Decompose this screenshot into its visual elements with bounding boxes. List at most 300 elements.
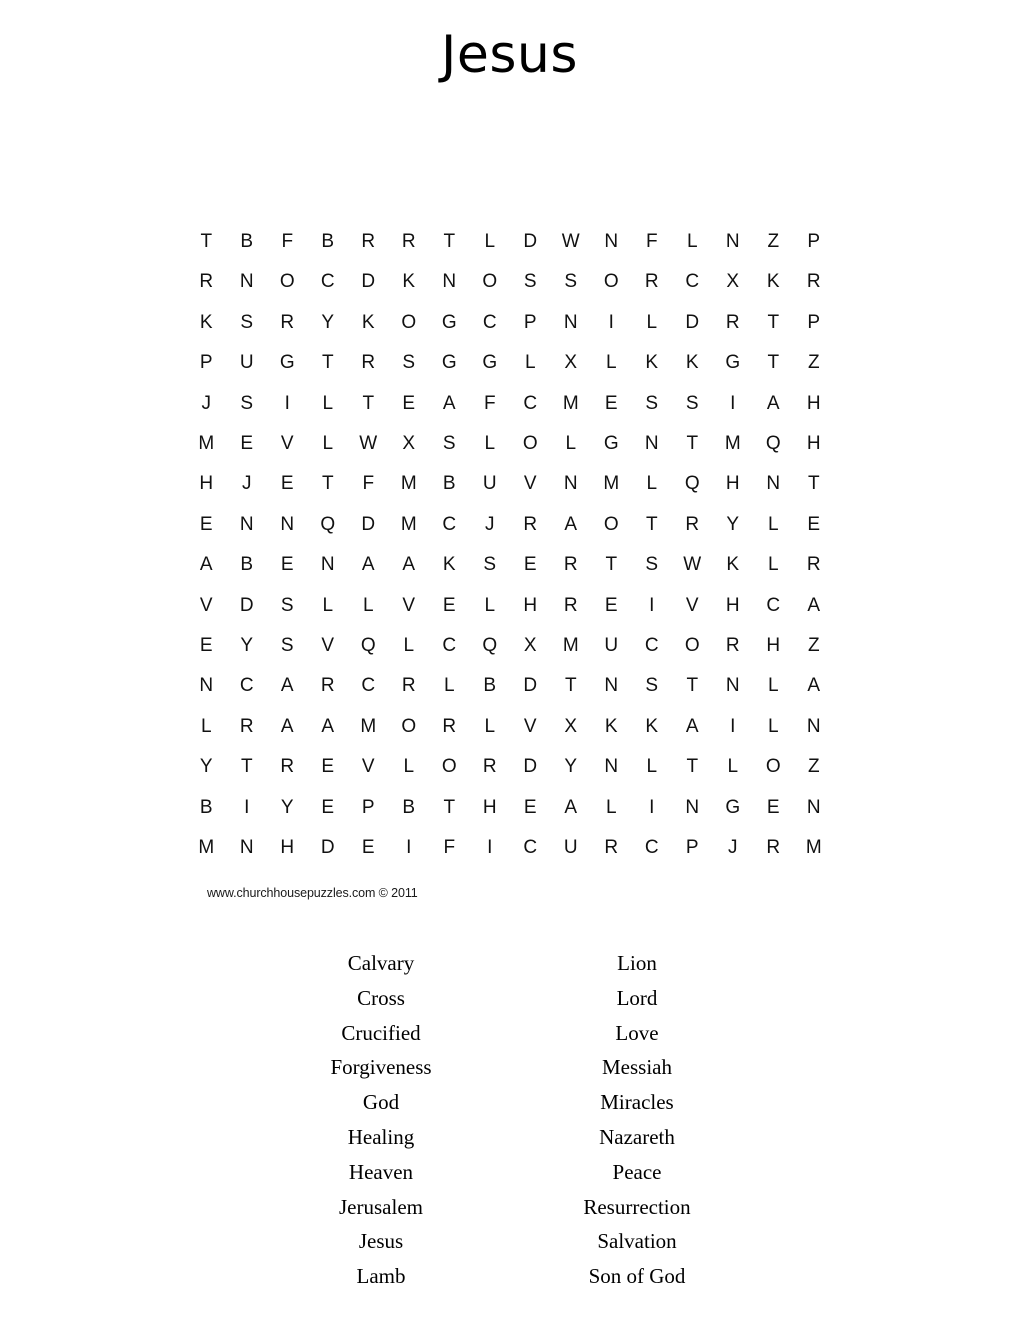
puzzle-cell[interactable]: T <box>564 675 577 697</box>
puzzle-cell[interactable]: P <box>807 311 821 333</box>
puzzle-cell[interactable]: N <box>725 675 740 697</box>
puzzle-grid-row <box>186 788 834 828</box>
puzzle-cell[interactable]: E <box>604 392 618 414</box>
puzzle-cell[interactable]: Q <box>765 433 781 455</box>
puzzle-cell[interactable]: H <box>806 433 821 455</box>
puzzle-cell[interactable]: T <box>807 473 820 495</box>
puzzle-grid-row <box>186 262 834 302</box>
puzzle-cell[interactable]: I <box>730 715 736 737</box>
puzzle-cell[interactable]: C <box>239 675 254 697</box>
puzzle-cell[interactable]: M <box>198 837 215 859</box>
puzzle-cell[interactable]: N <box>685 796 700 818</box>
puzzle-cell[interactable]: L <box>403 635 415 657</box>
puzzle-cell[interactable]: I <box>649 594 655 616</box>
puzzle-cell[interactable]: U <box>604 635 619 657</box>
puzzle-cell[interactable]: J <box>485 513 495 535</box>
puzzle-cell[interactable]: X <box>726 271 740 293</box>
puzzle-cell[interactable]: V <box>199 594 213 616</box>
puzzle-cell[interactable]: O <box>765 756 781 778</box>
puzzle-grid-container <box>186 222 834 869</box>
puzzle-cell[interactable]: N <box>280 513 295 535</box>
puzzle-cell[interactable]: R <box>361 231 376 252</box>
puzzle-cell[interactable]: A <box>280 675 294 697</box>
puzzle-cell[interactable]: Y <box>726 513 740 535</box>
puzzle-grid-row <box>186 343 834 383</box>
puzzle-cell[interactable]: H <box>482 796 497 818</box>
puzzle-cell[interactable]: E <box>361 837 375 859</box>
puzzle-cell[interactable]: N <box>239 837 254 859</box>
word-list-item: Calvary <box>347 951 415 975</box>
puzzle-grid-row <box>186 222 834 262</box>
puzzle-cell[interactable]: Z <box>807 635 820 657</box>
puzzle-grid[interactable] <box>186 222 834 869</box>
puzzle-cell[interactable]: O <box>482 271 498 293</box>
puzzle-cell[interactable]: N <box>604 675 619 697</box>
puzzle-cell[interactable]: A <box>564 796 578 818</box>
word-list-item: Cross <box>357 985 405 1010</box>
puzzle-cell[interactable]: N <box>806 715 821 737</box>
word-list-item: Resurrection <box>583 1194 691 1219</box>
puzzle-cell[interactable]: T <box>605 554 618 576</box>
puzzle-cell[interactable]: Q <box>320 513 336 535</box>
puzzle-cell[interactable]: I <box>244 796 250 818</box>
puzzle-cell[interactable]: G <box>441 311 457 333</box>
puzzle-cell[interactable]: F <box>362 473 375 495</box>
puzzle-cell[interactable]: K <box>645 715 659 737</box>
puzzle-grid-row <box>186 626 834 666</box>
puzzle-cell[interactable]: D <box>523 231 538 252</box>
puzzle-cell[interactable]: W <box>359 433 378 455</box>
puzzle-cell[interactable]: S <box>442 433 456 455</box>
word-list-item: Messiah <box>602 1055 672 1080</box>
puzzle-cell[interactable]: I <box>487 837 493 859</box>
puzzle-cell[interactable]: G <box>441 352 457 374</box>
word-list-column-left <box>253 946 509 1294</box>
puzzle-cell[interactable]: T <box>767 311 780 333</box>
word-list-item: Heaven <box>348 1159 414 1184</box>
puzzle-cell[interactable]: R <box>280 311 295 333</box>
puzzle-cell[interactable]: L <box>362 594 374 616</box>
puzzle-cell[interactable]: A <box>199 554 213 576</box>
puzzle-cell[interactable]: C <box>523 392 538 414</box>
puzzle-cell[interactable]: M <box>724 433 741 455</box>
copyright-credit: www.churchhousepuzzles.com © 2011 <box>207 886 418 900</box>
puzzle-cell[interactable]: L <box>403 756 415 778</box>
puzzle-cell[interactable]: S <box>645 554 659 576</box>
puzzle-cell[interactable]: R <box>766 837 781 859</box>
puzzle-cell[interactable]: O <box>603 513 619 535</box>
puzzle-cell[interactable]: D <box>523 675 538 697</box>
puzzle-cell[interactable]: R <box>806 271 821 293</box>
puzzle-cell[interactable]: Q <box>360 635 376 657</box>
puzzle-cell[interactable]: K <box>766 271 780 293</box>
word-list-item: Nazareth <box>599 1124 675 1149</box>
puzzle-cell[interactable]: S <box>240 392 254 414</box>
puzzle-cell[interactable]: U <box>563 837 578 859</box>
puzzle-cell[interactable]: R <box>563 554 578 576</box>
puzzle-cell[interactable]: R <box>442 715 457 737</box>
puzzle-cell[interactable]: Z <box>807 756 820 778</box>
puzzle-grid-body <box>186 222 834 869</box>
puzzle-cell[interactable]: L <box>565 433 577 455</box>
puzzle-cell[interactable]: L <box>484 715 496 737</box>
puzzle-cell[interactable]: E <box>280 554 294 576</box>
puzzle-cell[interactable]: A <box>280 715 294 737</box>
puzzle-cell[interactable]: N <box>563 311 578 333</box>
puzzle-cell[interactable]: V <box>361 756 375 778</box>
puzzle-grid-row <box>186 586 834 626</box>
puzzle-cell[interactable]: P <box>807 231 821 252</box>
puzzle-cell[interactable]: T <box>321 352 334 374</box>
puzzle-cell[interactable]: H <box>523 594 538 616</box>
puzzle-cell[interactable]: U <box>239 352 254 374</box>
puzzle-cell[interactable]: F <box>645 231 658 252</box>
puzzle-cell[interactable]: K <box>685 352 699 374</box>
puzzle-cell[interactable]: R <box>725 635 740 657</box>
puzzle-cell[interactable]: L <box>524 352 536 374</box>
puzzle-cell[interactable]: D <box>685 311 700 333</box>
puzzle-cell[interactable]: E <box>604 594 618 616</box>
word-list-item: Love <box>615 1020 659 1045</box>
puzzle-cell[interactable]: D <box>361 513 376 535</box>
puzzle-cell[interactable]: T <box>686 756 699 778</box>
puzzle-cell[interactable]: Z <box>807 352 820 374</box>
puzzle-grid-row <box>186 666 834 706</box>
word-list-column-right <box>509 946 765 1294</box>
puzzle-cell[interactable]: T <box>686 433 699 455</box>
puzzle-cell[interactable]: R <box>199 271 214 293</box>
puzzle-cell[interactable]: E <box>523 554 537 576</box>
puzzle-cell[interactable]: D <box>320 837 335 859</box>
puzzle-cell[interactable]: R <box>482 756 497 778</box>
puzzle-cell[interactable]: M <box>400 513 417 535</box>
puzzle-cell[interactable]: N <box>320 554 335 576</box>
puzzle-cell[interactable]: P <box>523 311 537 333</box>
puzzle-cell[interactable]: S <box>685 392 699 414</box>
puzzle-cell[interactable]: C <box>523 837 538 859</box>
puzzle-grid-row <box>186 545 834 585</box>
puzzle-cell[interactable]: S <box>240 311 254 333</box>
puzzle-cell[interactable]: S <box>402 352 416 374</box>
puzzle-cell[interactable]: N <box>563 473 578 495</box>
puzzle-cell[interactable]: E <box>321 796 335 818</box>
puzzle-cell[interactable]: A <box>685 715 699 737</box>
puzzle-cell[interactable]: K <box>726 554 740 576</box>
puzzle-cell[interactable]: S <box>280 635 294 657</box>
puzzle-grid-row <box>186 707 834 747</box>
puzzle-cell[interactable]: F <box>281 231 294 252</box>
puzzle-cell[interactable]: C <box>442 635 457 657</box>
puzzle-cell[interactable]: E <box>402 392 416 414</box>
puzzle-cell[interactable]: B <box>483 675 497 697</box>
puzzle-cell[interactable]: A <box>442 392 456 414</box>
word-list-item: Jerusalem <box>339 1194 423 1219</box>
puzzle-cell[interactable]: I <box>284 392 290 414</box>
puzzle-cell[interactable]: V <box>523 715 537 737</box>
puzzle-cell[interactable]: R <box>239 715 254 737</box>
puzzle-cell[interactable]: M <box>562 392 579 414</box>
word-list-item: Lion <box>617 951 657 975</box>
puzzle-cell[interactable]: A <box>361 554 375 576</box>
puzzle-cell[interactable]: R <box>523 513 538 535</box>
puzzle-cell[interactable]: N <box>604 756 619 778</box>
puzzle-cell[interactable]: A <box>807 675 821 697</box>
puzzle-cell[interactable]: S <box>645 675 659 697</box>
puzzle-cell[interactable]: M <box>805 837 822 859</box>
puzzle-cell[interactable]: R <box>563 594 578 616</box>
puzzle-cell[interactable]: E <box>766 796 780 818</box>
puzzle-cell[interactable]: C <box>644 837 659 859</box>
puzzle-cell[interactable]: O <box>279 271 295 293</box>
puzzle-cell[interactable]: M <box>603 473 620 495</box>
puzzle-cell[interactable]: H <box>766 635 781 657</box>
puzzle-cell[interactable]: L <box>605 352 617 374</box>
puzzle-cell[interactable]: L <box>767 675 779 697</box>
puzzle-cell[interactable]: D <box>523 756 538 778</box>
puzzle-cell[interactable]: R <box>604 837 619 859</box>
puzzle-cell[interactable]: K <box>645 352 659 374</box>
puzzle-cell[interactable]: O <box>603 271 619 293</box>
puzzle-cell[interactable]: E <box>240 433 254 455</box>
puzzle-cell[interactable]: N <box>239 271 254 293</box>
puzzle-cell[interactable]: E <box>199 513 213 535</box>
puzzle-cell[interactable]: N <box>725 231 740 252</box>
puzzle-cell[interactable]: M <box>198 433 215 455</box>
puzzle-cell[interactable]: A <box>321 715 335 737</box>
puzzle-cell[interactable]: R <box>361 352 376 374</box>
puzzle-cell[interactable]: L <box>767 513 779 535</box>
puzzle-cell[interactable]: L <box>727 756 739 778</box>
puzzle-cell[interactable]: R <box>401 675 416 697</box>
puzzle-cell[interactable]: S <box>523 271 537 293</box>
puzzle-cell[interactable]: P <box>199 352 213 374</box>
word-list-item: Lord <box>616 985 658 1010</box>
puzzle-cell[interactable]: A <box>766 392 780 414</box>
puzzle-cell[interactable]: A <box>402 554 416 576</box>
puzzle-grid-row <box>186 505 834 545</box>
puzzle-cell[interactable]: B <box>240 554 254 576</box>
puzzle-cell[interactable]: H <box>725 594 740 616</box>
puzzle-cell[interactable]: N <box>644 433 659 455</box>
puzzle-cell[interactable]: L <box>767 554 779 576</box>
puzzle-cell[interactable]: Y <box>240 635 254 657</box>
puzzle-cell[interactable]: N <box>199 675 214 697</box>
puzzle-cell[interactable]: F <box>483 392 496 414</box>
puzzle-cell[interactable]: L <box>322 594 334 616</box>
puzzle-cell[interactable]: V <box>321 635 335 657</box>
puzzle-cell[interactable]: Y <box>280 796 294 818</box>
puzzle-cell[interactable]: X <box>523 635 537 657</box>
puzzle-cell[interactable]: B <box>321 231 335 252</box>
puzzle-cell[interactable]: I <box>649 796 655 818</box>
puzzle-cell[interactable]: T <box>362 392 375 414</box>
puzzle-cell[interactable]: G <box>603 433 619 455</box>
puzzle-cell[interactable]: J <box>242 473 252 495</box>
word-list-item: Forgiveness <box>330 1055 432 1080</box>
puzzle-cell[interactable]: D <box>239 594 254 616</box>
word-list-item: Miracles <box>600 1090 674 1115</box>
puzzle-cell[interactable]: L <box>767 715 779 737</box>
puzzle-cell[interactable]: O <box>684 635 700 657</box>
puzzle-cell[interactable]: J <box>728 837 738 859</box>
puzzle-cell[interactable]: N <box>239 513 254 535</box>
puzzle-cell[interactable]: M <box>400 473 417 495</box>
puzzle-cell[interactable]: L <box>484 594 496 616</box>
puzzle-cell[interactable]: E <box>321 756 335 778</box>
word-list-item: Son of God <box>588 1264 686 1289</box>
puzzle-cell[interactable]: L <box>443 675 455 697</box>
puzzle-cell[interactable]: V <box>523 473 537 495</box>
puzzle-cell[interactable]: T <box>645 513 658 535</box>
puzzle-cell[interactable]: C <box>442 513 457 535</box>
puzzle-cell[interactable]: C <box>685 271 700 293</box>
puzzle-cell[interactable]: O <box>401 715 417 737</box>
puzzle-cell[interactable]: K <box>361 311 375 333</box>
puzzle-grid-row <box>186 464 834 504</box>
puzzle-cell[interactable]: K <box>604 715 618 737</box>
puzzle-cell[interactable]: S <box>645 392 659 414</box>
puzzle-cell[interactable]: E <box>523 796 537 818</box>
puzzle-cell[interactable]: G <box>482 352 498 374</box>
puzzle-cell[interactable]: W <box>683 554 702 576</box>
puzzle-cell[interactable]: L <box>686 231 698 252</box>
puzzle-cell[interactable]: S <box>483 554 497 576</box>
puzzle-cell[interactable]: E <box>199 635 213 657</box>
puzzle-cell[interactable]: B <box>402 796 416 818</box>
puzzle-cell[interactable]: Z <box>767 231 780 252</box>
puzzle-grid-row <box>186 828 834 868</box>
word-list-item: God <box>362 1090 400 1115</box>
puzzle-cell[interactable]: R <box>320 675 335 697</box>
puzzle-cell[interactable]: N <box>604 231 619 252</box>
puzzle-cell[interactable]: L <box>200 715 212 737</box>
puzzle-cell[interactable]: L <box>646 756 658 778</box>
puzzle-cell[interactable]: I <box>730 392 736 414</box>
puzzle-cell[interactable]: A <box>564 513 578 535</box>
puzzle-cell[interactable]: N <box>766 473 781 495</box>
puzzle-cell[interactable]: L <box>646 473 658 495</box>
puzzle-cell[interactable]: N <box>806 796 821 818</box>
puzzle-cell[interactable]: W <box>561 231 580 252</box>
puzzle-cell[interactable]: Q <box>684 473 700 495</box>
page-title: Jesus <box>441 25 578 85</box>
puzzle-cell[interactable]: T <box>200 231 213 252</box>
puzzle-cell[interactable]: G <box>279 352 295 374</box>
puzzle-cell[interactable]: O <box>441 756 457 778</box>
puzzle-cell[interactable]: L <box>322 392 334 414</box>
puzzle-cell[interactable]: S <box>280 594 294 616</box>
puzzle-grid-row <box>186 747 834 787</box>
puzzle-cell[interactable]: H <box>806 392 821 414</box>
puzzle-cell[interactable]: T <box>767 352 780 374</box>
puzzle-cell[interactable]: P <box>361 796 375 818</box>
puzzle-cell[interactable]: T <box>443 796 456 818</box>
puzzle-cell[interactable]: V <box>402 594 416 616</box>
puzzle-cell[interactable]: G <box>725 352 741 374</box>
puzzle-cell[interactable]: D <box>361 271 376 293</box>
puzzle-cell[interactable]: B <box>442 473 456 495</box>
puzzle-cell[interactable]: R <box>644 271 659 293</box>
puzzle-cell[interactable]: N <box>442 271 457 293</box>
puzzle-cell[interactable]: C <box>482 311 497 333</box>
puzzle-cell[interactable]: X <box>564 715 578 737</box>
puzzle-cell[interactable]: R <box>806 554 821 576</box>
puzzle-cell[interactable]: E <box>807 513 821 535</box>
puzzle-cell[interactable]: C <box>766 594 781 616</box>
puzzle-cell[interactable]: R <box>725 311 740 333</box>
puzzle-cell[interactable]: T <box>443 231 456 252</box>
puzzle-cell[interactable]: E <box>280 473 294 495</box>
puzzle-cell[interactable]: L <box>605 796 617 818</box>
puzzle-cell[interactable]: K <box>199 311 213 333</box>
puzzle-cell[interactable]: Y <box>321 311 335 333</box>
puzzle-cell[interactable]: P <box>685 837 699 859</box>
puzzle-cell[interactable]: M <box>562 635 579 657</box>
puzzle-cell[interactable]: V <box>685 594 699 616</box>
puzzle-cell[interactable]: L <box>646 311 658 333</box>
word-list-item: Salvation <box>597 1229 677 1254</box>
puzzle-cell[interactable]: F <box>443 837 456 859</box>
puzzle-grid-row <box>186 303 834 343</box>
puzzle-cell[interactable]: J <box>201 392 211 414</box>
puzzle-cell[interactable]: A <box>807 594 821 616</box>
puzzle-cell[interactable]: O <box>401 311 417 333</box>
puzzle-cell[interactable]: S <box>564 271 578 293</box>
word-list-item: Peace <box>612 1159 662 1184</box>
puzzle-grid-row <box>186 384 834 424</box>
puzzle-cell[interactable]: O <box>522 433 538 455</box>
puzzle-cell[interactable]: K <box>442 554 456 576</box>
puzzle-cell[interactable]: T <box>240 756 253 778</box>
word-list-item: Healing <box>347 1124 415 1149</box>
puzzle-cell[interactable]: C <box>361 675 376 697</box>
word-list-item: Crucified <box>341 1020 421 1045</box>
puzzle-cell[interactable]: M <box>360 715 377 737</box>
word-list-item: Jesus <box>358 1229 404 1254</box>
puzzle-cell[interactable]: I <box>406 837 412 859</box>
word-list-item: Lamb <box>356 1264 406 1289</box>
puzzle-cell[interactable]: Q <box>482 635 498 657</box>
puzzle-cell[interactable]: X <box>402 433 416 455</box>
puzzle-cell[interactable]: R <box>685 513 700 535</box>
puzzle-cell[interactable]: L <box>322 433 334 455</box>
puzzle-cell[interactable]: Y <box>564 756 578 778</box>
puzzle-cell[interactable]: I <box>608 311 614 333</box>
puzzle-grid-row <box>186 424 834 464</box>
puzzle-cell[interactable]: C <box>320 271 335 293</box>
puzzle-cell[interactable]: T <box>686 675 699 697</box>
puzzle-cell[interactable]: G <box>725 796 741 818</box>
puzzle-cell[interactable]: K <box>402 271 416 293</box>
puzzle-cell[interactable]: Y <box>199 756 213 778</box>
puzzle-cell[interactable]: V <box>280 433 294 455</box>
puzzle-cell[interactable]: L <box>484 433 496 455</box>
puzzle-cell[interactable]: X <box>564 352 578 374</box>
puzzle-cell[interactable]: U <box>482 473 497 495</box>
puzzle-cell[interactable]: R <box>280 756 295 778</box>
puzzle-cell[interactable]: L <box>484 231 496 252</box>
puzzle-cell[interactable]: H <box>199 473 214 495</box>
puzzle-cell[interactable]: E <box>442 594 456 616</box>
puzzle-cell[interactable]: C <box>644 635 659 657</box>
word-list <box>253 946 766 1294</box>
puzzle-cell[interactable]: R <box>401 231 416 252</box>
puzzle-cell[interactable]: B <box>199 796 213 818</box>
puzzle-cell[interactable]: T <box>321 473 334 495</box>
puzzle-cell[interactable]: H <box>280 837 295 859</box>
puzzle-cell[interactable]: B <box>240 231 254 252</box>
puzzle-cell[interactable]: H <box>725 473 740 495</box>
